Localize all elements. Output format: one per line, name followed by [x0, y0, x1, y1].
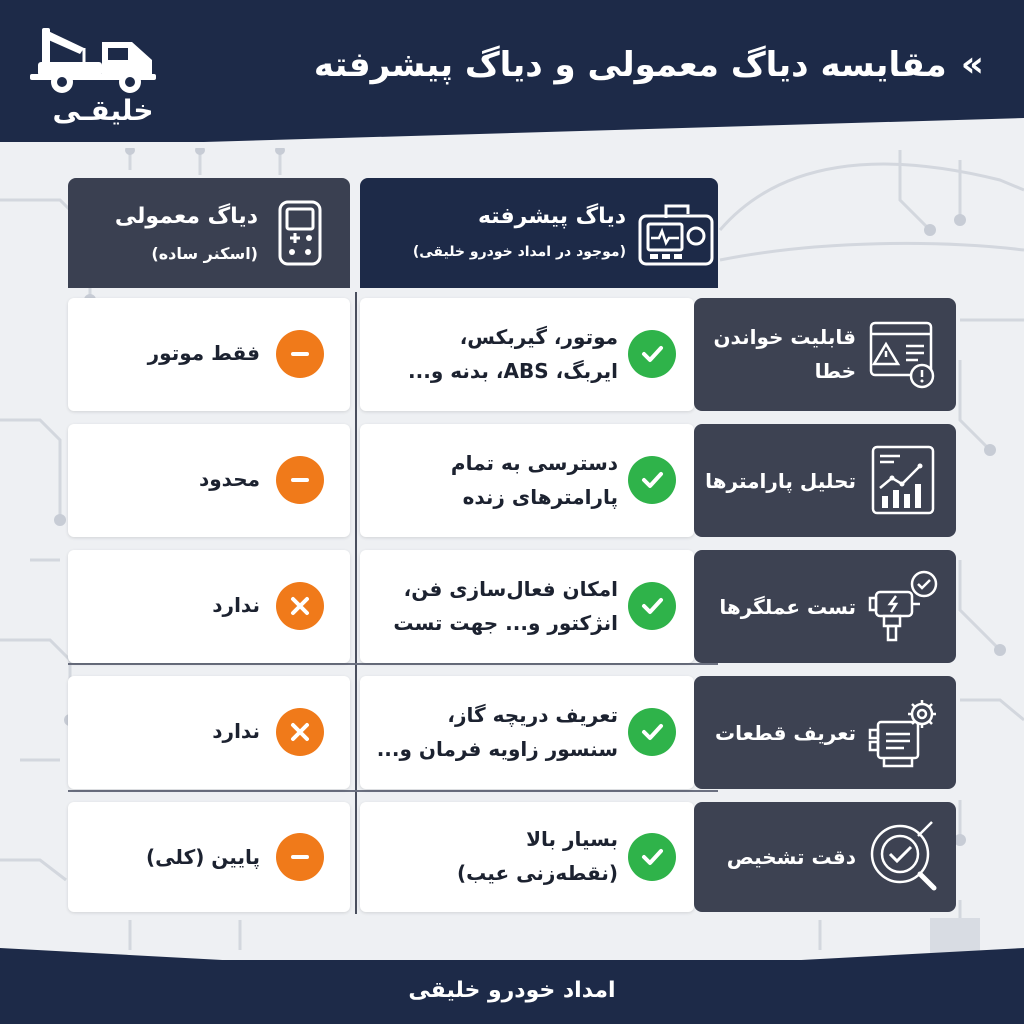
feature-label: تحلیل پارامترها [705, 469, 856, 493]
feature-actuator-test [694, 550, 956, 663]
advanced-value-line1: بسیار بالا [526, 827, 618, 851]
footer-brand-text: امداد خودرو خلیقی [408, 978, 616, 1003]
basic-value: محدود [198, 467, 260, 491]
check-icon [628, 456, 676, 504]
chart-analysis-icon [870, 444, 936, 516]
feature-parameter-analysis [694, 424, 956, 537]
column-header-advanced [360, 178, 718, 288]
basic-cell-actuator-test [68, 550, 350, 663]
minus-icon [276, 456, 324, 504]
advanced-value-line1: امکان فعال‌سازی فن، [403, 577, 618, 601]
advanced-value-line2: (نقطه‌زنی عیب) [456, 861, 618, 885]
feature-label-line2: خطا [814, 359, 856, 383]
basic-value: ندارد [212, 593, 260, 617]
advanced-cell-actuator-test [360, 550, 694, 663]
cross-icon [276, 708, 324, 756]
advanced-cell-diagnosis-accuracy [360, 802, 694, 912]
feature-error-reading [694, 298, 956, 411]
column-title-basic: دیاگ معمولی [114, 204, 258, 229]
actuator-test-icon [866, 568, 942, 646]
target-magnifier-icon [866, 818, 942, 896]
error-window-icon [868, 320, 938, 390]
row-divider [68, 663, 718, 665]
cross-icon [276, 582, 324, 630]
component-config-icon [866, 694, 942, 772]
column-subtitle-basic: (اسکنر ساده) [151, 244, 258, 263]
feature-label-line1: قابلیت خواندن [713, 325, 856, 349]
feature-diagnosis-accuracy [694, 802, 956, 912]
advanced-value-line2: پارامترهای زنده [462, 485, 618, 509]
brand-logo [28, 18, 178, 130]
advanced-value-line2: ایربگ، ABS، بدنه و... [408, 359, 618, 383]
column-title-advanced: دیاگ پیشرفته [477, 204, 626, 229]
feature-label: دقت تشخیص [726, 845, 856, 869]
basic-cell-diagnosis-accuracy [68, 802, 350, 912]
advanced-value-line1: دسترسی به تمام [450, 451, 618, 475]
title-text: مقایسه دیاگ معمولی و دیاگ پیشرفته [313, 44, 947, 85]
check-icon [628, 330, 676, 378]
column-header-basic [68, 178, 350, 288]
title-marker: » [960, 44, 984, 85]
advanced-cell-parameter-analysis [360, 424, 694, 537]
column-divider [355, 292, 357, 914]
check-icon [628, 833, 676, 881]
basic-cell-parameter-analysis [68, 424, 350, 537]
check-icon [628, 708, 676, 756]
basic-value: ندارد [212, 719, 260, 743]
basic-cell-component-config [68, 676, 350, 789]
column-subtitle-advanced: (موجود در امداد خودرو خلیقی) [412, 244, 626, 260]
page-title [314, 44, 984, 85]
advanced-cell-error-reading [360, 298, 694, 411]
tow-truck-icon [28, 18, 178, 98]
brand-name: خلیقـی [52, 94, 154, 127]
basic-value: پایین (کلی) [146, 845, 260, 869]
feature-component-config [694, 676, 956, 789]
advanced-value-line1: موتور، گیربکس، [459, 325, 618, 349]
advanced-value-line2: سنسور زاویه فرمان و... [376, 737, 618, 761]
row-divider [68, 790, 718, 792]
footer-bar [0, 960, 1024, 1024]
basic-cell-error-reading [68, 298, 350, 411]
minus-icon [276, 330, 324, 378]
minus-icon [276, 833, 324, 881]
advanced-value-line1: تعریف دریچه گاز، [447, 703, 618, 727]
feature-label: تست عملگرها [719, 595, 856, 619]
advanced-value-line2: انژکتور و... جهت تست [393, 611, 618, 635]
basic-value: فقط موتور [147, 341, 260, 365]
diagnostic-device-icon [638, 200, 714, 266]
handheld-scanner-icon [278, 200, 322, 266]
advanced-cell-component-config [360, 676, 694, 789]
check-icon [628, 582, 676, 630]
feature-label: تعریف قطعات [714, 721, 856, 745]
